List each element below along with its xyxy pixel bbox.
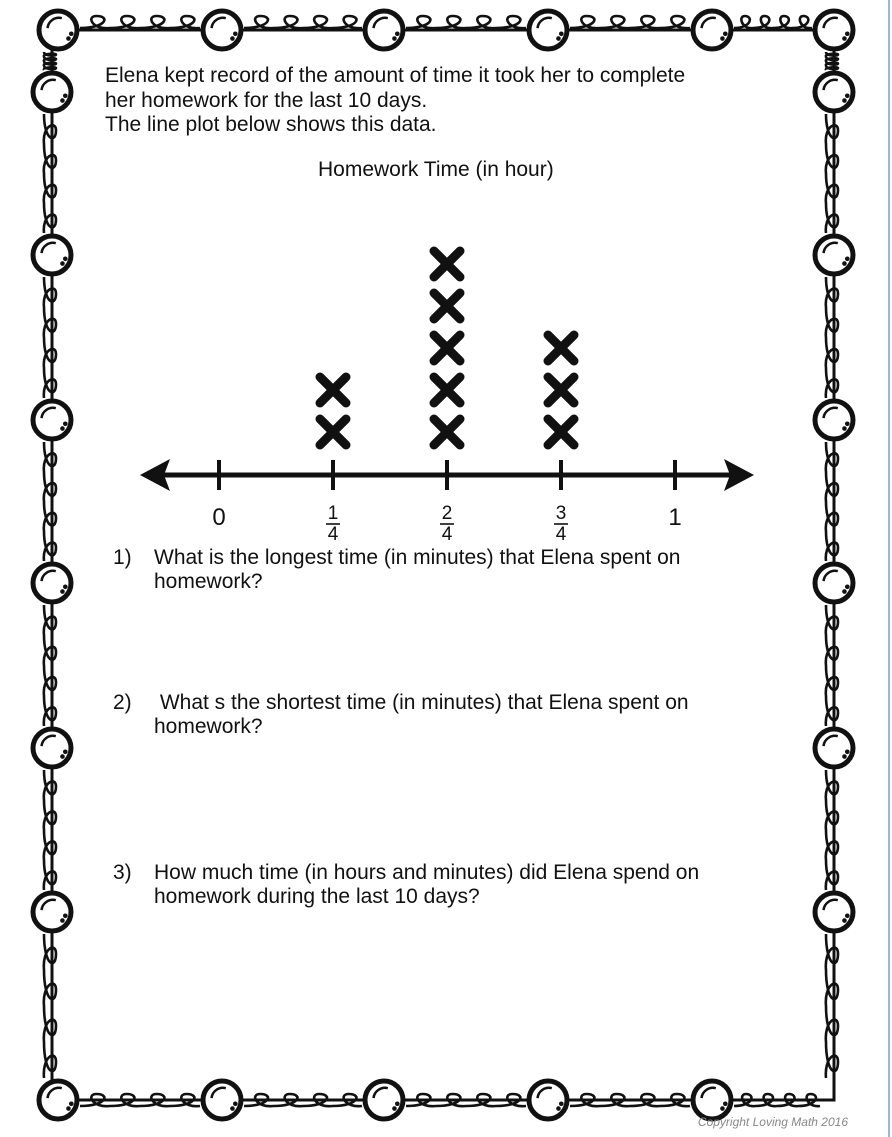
- question-2-number: 2): [113, 691, 132, 714]
- border-loop-icon: [826, 605, 838, 726]
- question-2-line-2: homework?: [154, 715, 263, 738]
- border-circle-icon: [815, 11, 853, 49]
- border-circle-icon: [203, 1081, 241, 1119]
- tick-label-4: 1: [668, 504, 682, 531]
- border-loop-icon: [734, 16, 812, 28]
- border-loop-icon: [44, 114, 56, 233]
- x-mark: [434, 419, 460, 445]
- border-loop-icon: [44, 277, 56, 398]
- tick-numerator-1: 1: [327, 503, 339, 524]
- line-plot: [130, 238, 770, 548]
- question-1-line-1: What is the longest time (in minutes) that Elena spent on: [154, 546, 681, 569]
- border-circle-icon: [815, 893, 853, 931]
- x-mark: [434, 293, 460, 319]
- question-1-number: 1): [113, 546, 132, 569]
- border-loop-icon: [44, 52, 56, 70]
- border-circle-icon: [365, 11, 403, 49]
- border-circle-icon: [365, 1081, 403, 1119]
- copyright-text: Copyright Loving Math 2016: [697, 1115, 848, 1129]
- x-mark: [434, 335, 460, 361]
- border-loop-icon: [826, 442, 838, 561]
- border-circle-icon: [33, 893, 71, 931]
- border-loop-icon: [80, 16, 200, 28]
- border-circle-icon: [33, 564, 71, 602]
- border-circle-icon: [815, 73, 853, 111]
- x-mark: [548, 335, 574, 361]
- border-circle-icon: [33, 236, 71, 274]
- chart-title: Homework Time (in hour): [318, 158, 554, 181]
- border-loop-icon: [826, 114, 838, 233]
- border-circle-icon: [529, 1081, 567, 1119]
- tick-denominator-2: 4: [441, 524, 453, 545]
- intro-line-3: The line plot below shows this data.: [105, 113, 437, 136]
- x-mark: [320, 377, 346, 403]
- border-circle-icon: [33, 73, 71, 111]
- border-loop-icon: [44, 442, 56, 561]
- tick-denominator-3: 4: [555, 524, 567, 545]
- question-2-line-1: What s the shortest time (in minutes) that Elena spent on: [154, 691, 689, 714]
- border-circle-icon: [203, 11, 241, 49]
- border-circle-icon: [33, 729, 71, 767]
- question-3-number: 3): [113, 861, 132, 884]
- border-loop-icon: [826, 277, 838, 398]
- tick-denominator-1: 4: [327, 524, 339, 545]
- border-circle-icon: [693, 11, 731, 49]
- question-3-line-1: How much time (in hours and minutes) did Elena spend on: [154, 861, 700, 884]
- border-circle-icon: [33, 401, 71, 439]
- x-mark: [548, 419, 574, 445]
- border-circle-icon: [39, 1081, 77, 1119]
- border-loop-icon: [826, 934, 838, 1078]
- border-loop-icon: [826, 52, 838, 70]
- tick-label-0: 0: [212, 504, 226, 531]
- border-loop-icon: [44, 934, 56, 1078]
- question-2: [113, 691, 793, 739]
- x-mark: [434, 377, 460, 403]
- question-3-line-2: homework during the last 10 days?: [154, 885, 480, 908]
- border-circle-icon: [693, 1081, 731, 1119]
- border-loop-icon: [44, 770, 56, 890]
- x-mark: [434, 251, 460, 277]
- border-loop-icon: [406, 16, 526, 28]
- border-circle-icon: [815, 236, 853, 274]
- border-loop-icon: [570, 16, 690, 28]
- border-circle-icon: [815, 564, 853, 602]
- border-circle-icon: [815, 729, 853, 767]
- x-mark: [320, 419, 346, 445]
- border-circle-icon: [529, 11, 567, 49]
- question-1-line-2: homework?: [154, 570, 263, 593]
- intro-text: [105, 64, 805, 138]
- tick-numerator-3: 3: [555, 503, 567, 524]
- tick-numerator-2: 2: [441, 503, 453, 524]
- intro-line-2: her homework for the last 10 days.: [105, 88, 428, 112]
- border-loop-icon: [826, 770, 838, 890]
- x-mark: [548, 377, 574, 403]
- intro-line-1: Elena kept record of the amount of time it took her to complete: [105, 64, 686, 87]
- border-loop-icon: [244, 16, 362, 28]
- border-circle-icon: [815, 401, 853, 439]
- border-circle-icon: [39, 11, 77, 49]
- question-1: [113, 546, 793, 594]
- question-3: [113, 861, 793, 909]
- border-loop-icon: [44, 605, 56, 726]
